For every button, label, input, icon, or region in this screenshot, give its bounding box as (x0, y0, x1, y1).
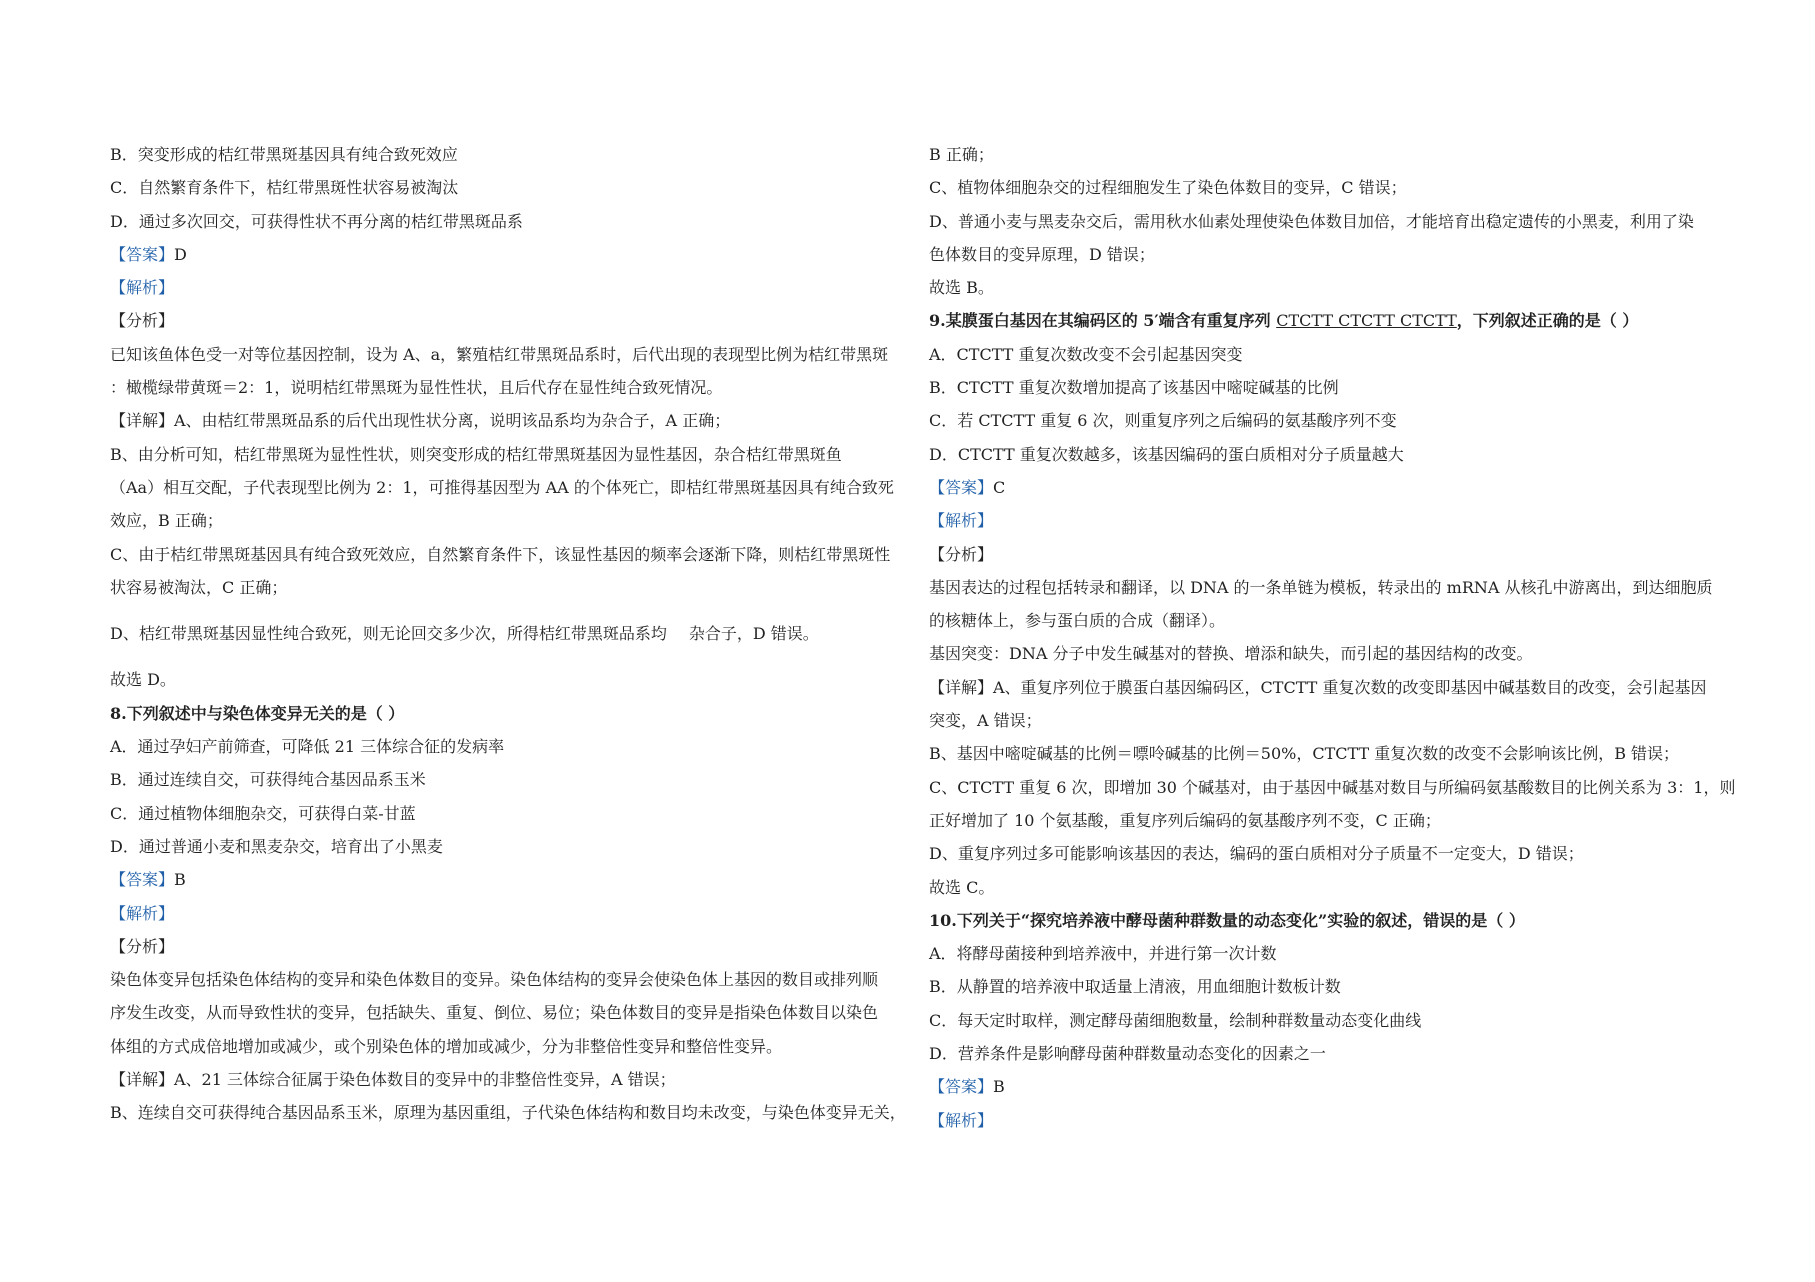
q8-option-a: A．通过孕妇产前筛查，可降低 21 三体综合征的发病率 (110, 737, 505, 757)
q10-answer-tag: 【答案】 (929, 1077, 994, 1097)
q9-answer-tag: 【答案】 (929, 477, 994, 497)
q7-option-c: C．自然繁育条件下，桔红带黑斑性状容易被淘汰 (110, 178, 459, 198)
q10-option-b: B．从静置的培养液中取适量上清液，用血细胞计数板计数 (929, 977, 1341, 997)
q7-detail-line-3: （Aa）相互交配，子代表现型比例为 2：1，可推得基因型为 AA 的个体死亡，即桔红带黑斑基因具有纯合致死 (110, 477, 894, 497)
q7-fenxi-line-2: ：橄榄绿带黄斑＝2：1，说明桔红带黑斑为显性性状，且后代存在显性纯合致死情况。 (110, 378, 723, 398)
q9-fenxi-heading: 【分析】 (929, 544, 994, 564)
q9-jiexi-heading: 【解析】 (929, 511, 994, 531)
q7-answer-value: D (174, 244, 187, 264)
left-column (110, 138, 910, 1130)
q10-answer-value: B (993, 1077, 1005, 1097)
q9-detail-line-1: 【详解】A、重复序列位于膜蛋白基因编码区，CTCTT 重复次数的改变即基因中碱基数目的改变，会引起基因 (929, 677, 1707, 697)
q7-detail-line-7a: D、桔红带黑斑基因显性纯合致死，则无论回交多少次，所得桔红带黑斑品系均 (110, 624, 667, 644)
q8-answer-tag: 【答案】 (110, 870, 175, 890)
q9-repeat-sequence: CTCTT CTCTT CTCTT (1276, 311, 1457, 331)
q9-option-a: A．CTCTT 重复次数改变不会引起基因突变 (929, 344, 1243, 364)
q9-detail-line-2: 突变，A 错误； (929, 711, 1042, 731)
q9-detail-line-5: 正好增加了 10 个氨基酸，重复序列后编码的氨基酸序列不变，C 正确； (929, 810, 1441, 830)
q7-detail-line-7 (110, 617, 910, 650)
q9-fenxi-line-2: 的核糖体上，参与蛋白质的合成（翻译）。 (929, 611, 1226, 631)
q7-detail-line-2: B、由分析可知，桔红带黑斑为显性性状，则突变形成的桔红带黑斑基因为显性基因，杂合桔红带黑斑鱼 (110, 444, 842, 464)
q8-answer-value: B (174, 870, 186, 890)
q8-fenxi-heading: 【分析】 (110, 936, 175, 956)
q8-answer (110, 863, 910, 896)
q8-fenxi-line-3: 体组的方式成倍地增加或减少，或个别染色体的增加或减少，分为非整倍性变异和整倍性变异。 (110, 1036, 783, 1056)
q10-option-a: A．将酵母菌接种到培养液中，并进行第一次计数 (929, 944, 1277, 964)
q10-jiexi-heading: 【解析】 (929, 1110, 994, 1130)
q8-option-c: C．通过植物体细胞杂交，可获得白菜-甘蓝 (110, 803, 416, 823)
q8-option-b: B．通过连续自交，可获得纯合基因品系玉米 (110, 770, 426, 790)
q7-detail-line-6: 状容易被淘汰，C 正确； (110, 577, 288, 597)
q8-detail-line-2: B、连续自交可获得纯合基因品系玉米，原理为基因重组，子代染色体结构和数目均未改变，与染色体变异无关， (110, 1103, 906, 1123)
q9-option-d: D．CTCTT 重复次数越多，该基因编码的蛋白质相对分子质量越大 (929, 444, 1404, 464)
q7-detail-line-5: C、由于桔红带黑斑基因具有纯合致死效应，自然繁育条件下，该显性基因的频率会逐渐下降，则桔红带黑斑性 (110, 544, 891, 564)
q9-stem (929, 304, 1729, 337)
q7-answer-tag: 【答案】 (110, 244, 175, 264)
q7-option-d: D．通过多次回交，可获得性状不再分离的桔红带黑斑品系 (110, 211, 523, 231)
q10-answer (929, 1070, 1729, 1103)
q10-stem: 10.下列关于“探究培养液中酵母菌种群数量的动态变化”实验的叙述，错误的是（ ） (929, 910, 1525, 930)
q9-option-c: C．若 CTCTT 重复 6 次，则重复序列之后编码的氨基酸序列不变 (929, 411, 1397, 431)
q8-detail-line-5: D、普通小麦与黑麦杂交后，需用秋水仙素处理使染色体数目加倍，才能培育出稳定遗传的小黑麦，利用了染 (929, 211, 1694, 231)
q9-stem-start: 9.某膜蛋白基因在其编码区的 5′端含有重复序列 (929, 311, 1277, 331)
q8-detail-line-4: C、植物体细胞杂交的过程细胞发生了染色体数目的变异，C 错误； (929, 178, 1407, 198)
right-column (929, 138, 1736, 1137)
q7-option-b: B．突变形成的桔红带黑斑基因具有纯合致死效应 (110, 145, 458, 164)
q9-detail-line-3: B、基因中嘧啶碱基的比例＝嘌呤碱基的比例＝50%，CTCTT 重复次数的改变不会影响该比例，B 错误； (929, 744, 1680, 764)
q7-fenxi-line-1: 已知该鱼体色受一对等位基因控制，设为 A、a，繁殖桔红带黑斑品系时，后代出现的表现型比例为桔红带黑斑 (110, 344, 889, 364)
q7-detail-line-1: 【详解】A、由桔红带黑斑品系的后代出现性状分离，说明该品系均为杂合子，A 正确； (110, 411, 731, 431)
q9-answer-value: C (993, 477, 1006, 497)
q8-fenxi-line-1: 染色体变异包括染色体结构的变异和染色体数目的变异。染色体结构的变异会使染色体上基因的数目或排列顺 (110, 970, 879, 990)
q7-detail-line-4: 效应，B 正确； (110, 511, 223, 531)
q7-conclusion: 故选 D。 (110, 670, 176, 690)
q8-conclusion: 故选 B。 (929, 278, 994, 298)
q8-detail-line-1: 【详解】A、21 三体综合征属于染色体数目的变异中的非整倍性变异，A 错误； (110, 1070, 676, 1090)
q9-detail-line-6: D、重复序列过多可能影响该基因的表达，编码的蛋白质相对分子质量不一定变大，D 错误； (929, 844, 1584, 864)
q7-detail-line-7b: 杂合子，D 错误。 (688, 624, 819, 644)
q9-option-b: B．CTCTT 重复次数增加提高了该基因中嘧啶碱基的比例 (929, 378, 1339, 398)
q9-detail-line-4: C、CTCTT 重复 6 次，即增加 30 个碱基对，由于基因中碱基对数目与所编码氨基酸数目的比例关系为 3：1，则 (929, 777, 1736, 797)
q7-fenxi-heading: 【分析】 (110, 311, 175, 331)
q9-answer (929, 471, 1729, 504)
q9-conclusion: 故选 C。 (929, 877, 995, 897)
q9-stem-end: ，下列叙述正确的是（ ） (1456, 311, 1639, 331)
q8-detail-line-3: B 正确； (929, 145, 994, 164)
q8-option-d: D．通过普通小麦和黑麦杂交，培育出了小黑麦 (110, 836, 443, 856)
q10-option-d: D．营养条件是影响酵母菌种群数量动态变化的因素之一 (929, 1044, 1326, 1064)
q10-option-c: C．每天定时取样，测定酵母菌细胞数量，绘制种群数量动态变化曲线 (929, 1010, 1422, 1030)
q7-jiexi-heading: 【解析】 (110, 278, 175, 298)
q7-answer (110, 238, 910, 271)
q8-jiexi-heading: 【解析】 (110, 903, 175, 923)
q8-detail-line-6: 色体数目的变异原理，D 错误； (929, 244, 1155, 264)
q9-fenxi-line-3: 基因突变：DNA 分子中发生碱基对的替换、增添和缺失，而引起的基因结构的改变。 (929, 644, 1533, 664)
q9-fenxi-line-1: 基因表达的过程包括转录和翻译，以 DNA 的一条单链为模板，转录出的 mRNA 从核孔中游离出，到达细胞质 (929, 577, 1713, 597)
q8-fenxi-line-2: 序发生改变，从而导致性状的变异，包括缺失、重复、倒位、易位；染色体数目的变异是指染色体数目以染色 (110, 1003, 879, 1023)
q8-stem: 8.下列叙述中与染色体变异无关的是（ ） (110, 703, 405, 723)
